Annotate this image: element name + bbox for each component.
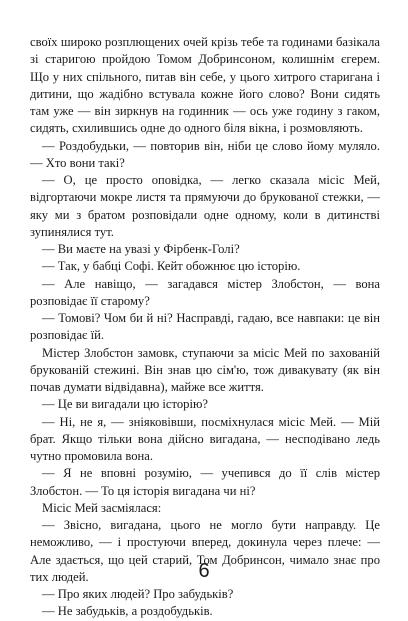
paragraph-7: — Томові? Чом би й ні? Насправді, гадаю, все навпаки: це він розповідає їй.	[30, 311, 380, 343]
page-number: 6	[198, 560, 210, 582]
paragraph-12: Місіс Мей засміялася:	[42, 500, 162, 515]
paragraph-11: — Я не вповні розумію, — учепився до її слів містер Злобстон. — То ця історія вигадана чи ні?	[30, 466, 380, 498]
paragraph-10: — Ні, не я, — зніяковівши, посміхнулася місіс Мей. — Мій брат. Якщо тільки вона дійсно вигадана, — несподівано ледь чутно промовила вона.	[30, 414, 380, 463]
paragraph-8: Містер Злобстон замовк, ступаючи за місіс Мей по захованій брукованій стежині. Він знав цю сім'ю, тож дивакувату (як він почав думати відвідавна), майже все життя.	[30, 345, 380, 394]
paragraph-1: своїх широко розплющених очей крізь тебе та годинами базікала зі старигою пройдою Томом Добринсоном, колишнім єгерем. Що у них спільного, питав він себе, у цього хитрого старигана і дитини, що жадібно встувала кожне його слово? Вони сидять там уже — він зиркнув на годинник — ось уже годину з гаком, сидять, схилившись одне до одного біля вікна, і розмовляють.	[30, 35, 380, 136]
page-body	[30, 34, 380, 621]
paragraph-2: — Роздобудьки, — повторив він, ніби це слово йому муляло. — Хто вони такі?	[30, 138, 380, 170]
paragraph-13: — Звісно, вигадана, цього не могло бути направду. Це неможливо, — і простуючи вперед, докинула через плече: — Але здається, що цей старий, Том Добринсон, чимало знає про тих людей.	[30, 518, 380, 584]
paragraph-9: — Це ви вигадали цю історію?	[42, 397, 208, 412]
paragraph-3: — О, це просто оповідка, — легко сказала місіс Мей, відгортаючи мокре листя та прямуючи до брукованої стежки, — яку ми з братом розповідали одне одному, коли в дитинстві зупинялися тут.	[30, 173, 380, 239]
paragraph-14: — Про яких людей? Про забудьків?	[42, 587, 234, 601]
paragraph-5: — Так, у бабці Софі. Кейт обожнює цю історію.	[42, 259, 301, 274]
paragraph-4: — Ви маєте на увазі у Фірбенк-Голі?	[42, 242, 240, 256]
paragraph-6: — Але навіщо, — загадався містер Злобстон, — вона розповідає її старому?	[30, 276, 380, 308]
paragraph-15: — Не забудьків, а роздобудьків.	[42, 604, 213, 619]
